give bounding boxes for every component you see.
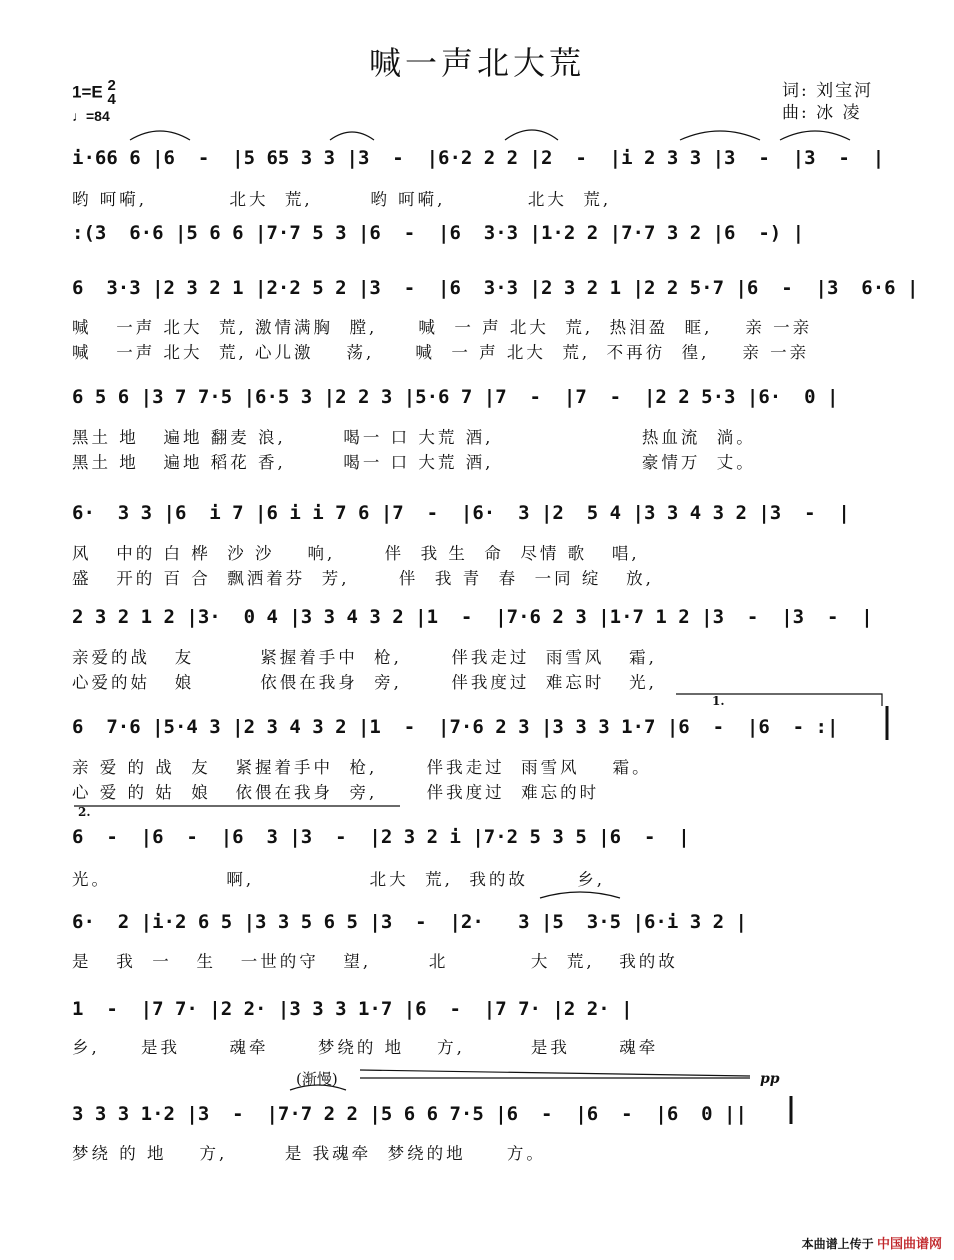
song-title: 喊一声北大荒 [368, 44, 585, 82]
lyric-row-4a: 黑土 地 遍地 翻麦 浪, 喝一 口 大荒 酒, 热血流 淌。 [72, 428, 756, 447]
notes-1: i·66 6 |6 - |5 65 3 3 |3 - |6·2 2 2 |2 - |i 2 3 3 |3 - |3 - | [72, 147, 885, 169]
notes-6: 2 3 2 1 2 |3· 0 4 |3 3 4 3 2 |1 - |7·6 2 3 |1·7 1 2 |3 - |3 - | [72, 606, 873, 628]
lyric-row-11: 梦绕 的 地 方, 是 我魂牵 梦绕的地 方。 [72, 1144, 546, 1163]
quarter-note-icon: ♩ [72, 108, 86, 124]
lyric-row-10: 乡, 是我 魂牵 梦绕的 地 方, 是我 魂牵 [72, 1038, 659, 1057]
notes-11: 3 3 3 1·2 |3 - |7·7 2 2 |5 6 6 7·5 |6 - |6 - |6 0 || [72, 1103, 747, 1125]
notes-8: 6 - |6 - |6 3 |3 - |2 3 2 i |7·2 5 3 5 |6 - | [72, 826, 690, 848]
lyric-row-9: 是 我 一 生 一世的守 望, 北 大 荒, 我的故 [72, 952, 678, 971]
lyric-row-4b: 黑土 地 遍地 稻花 香, 喝一 口 大荒 酒, 豪情万 丈。 [72, 453, 756, 472]
notes-9: 6· 2 |i·2 6 5 |3 3 5 6 5 |3 - |2· 3 |5 3·5 |6·i 3 2 | [72, 911, 747, 933]
time-bottom: 4 [107, 91, 116, 108]
dynamic-mark: pp [760, 1071, 780, 1087]
footer-prefix: 本曲谱上传于 [801, 1237, 874, 1251]
lyric-row-5a: 风 中的 白 桦 沙 沙 响, 伴 我 生 命 尽情 歌 唱, [72, 544, 640, 563]
notes-3: 6 3·3 |2 3 2 1 |2·2 5 2 |3 - |6 3·3 |2 3 2 1 |2 2 5·7 |6 - |3 6·6 | [72, 277, 919, 299]
lyric-row-3a: 喊 一声 北大 荒, 激情满胸 膛, 喊 一 声 北大 荒, 热泪盈 眶, 亲 一亲 [72, 318, 813, 337]
rit-mark: (渐慢) [296, 1070, 338, 1088]
lyric-row-5b: 盛 开的 百 合 飘洒着芬 芳, 伴 我 青 春 一同 绽 放, [72, 569, 654, 588]
notes-5: 6· 3 3 |6 i 7 |6 i i 7 6 |7 - |6· 3 |2 5 4 |3 3 4 3 2 |3 - | [72, 502, 850, 524]
key-label: 1=E [72, 82, 103, 102]
lyric-row-7b: 心 爱 的 姑 娘 依偎在我身 旁, 伴我度过 难忘的时 [72, 783, 600, 802]
footer-credit [802, 1233, 942, 1252]
volta-2: 2. [78, 805, 91, 819]
composer-credit: 曲: 冰 凌 [782, 103, 862, 123]
notes-4: 6 5 6 |3 7 7·5 |6·5 3 |2 2 3 |5·6 7 |7 - |7 - |2 2 5·3 |6· 0 | [72, 386, 839, 408]
lyric-row-7a: 亲 爱 的 战 友 紧握着手中 枪, 伴我走过 雨雪风 霜。 [72, 758, 652, 777]
lyric-row-6a: 亲爱的战 友 紧握着手中 枪, 伴我走过 雨雪风 霜, [72, 648, 657, 667]
lyric-row-6b: 心爱的姑 娘 依偎在我身 旁, 伴我度过 难忘时 光, [72, 673, 657, 692]
notes-2: :(3 6·6 |5 6 6 |7·7 5 3 |6 - |6 3·3 |1·2 2 |7·7 3 2 |6 -) | [72, 222, 805, 244]
notes-10: 1 - |7 7· |2 2· |3 3 3 1·7 |6 - |7 7· |2 2· | [72, 998, 633, 1020]
lyricist-credit: 词: 刘宝河 [782, 81, 874, 101]
time-top: 2 [107, 77, 116, 94]
lyric-row-3b: 喊 一声 北大 荒, 心儿激 荡, 喊 一 声 北大 荒, 不再彷 徨, 亲 一亲 [72, 343, 810, 362]
notes-7: 6 7·6 |5·4 3 |2 3 4 3 2 |1 - |7·6 2 3 |3 3 3 1·7 |6 - |6 - :| [72, 716, 839, 738]
tempo-value: =84 [86, 108, 110, 124]
volta-1: 1. [712, 694, 725, 708]
lyric-row-1: 哟 呵嗬, 北大 荒, 哟 呵嗬, 北大 荒, [72, 190, 612, 209]
lyric-row-8: 光。 啊, 北大 荒, 我的故 乡, [72, 870, 606, 889]
footer-brand: 中国曲谱网 [876, 1236, 942, 1251]
